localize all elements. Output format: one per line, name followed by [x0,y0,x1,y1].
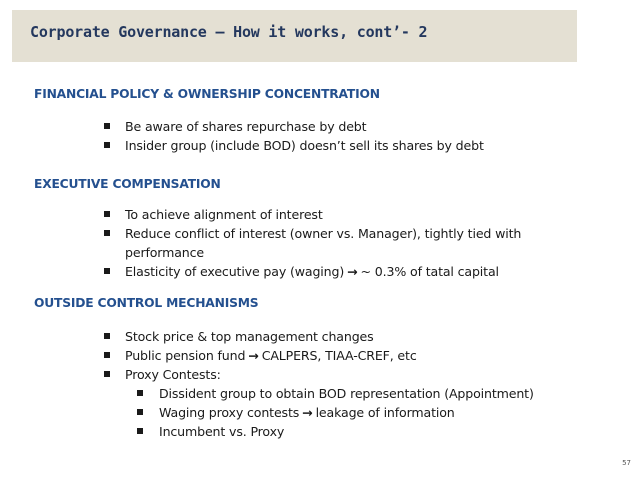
list-item: Insider group (include BOD) doesn’t sell its shares by debt [125,138,484,153]
list-item-text: Reduce conflict of interest (owner vs. Manager), tightly tied with [125,226,522,241]
list-item-continuation: performance [125,245,205,260]
title-bar [12,10,577,62]
list-item-text: ~ 0.3% of tatal capital [360,264,499,279]
list-item [125,346,417,365]
right-arrow-icon: → [302,405,313,420]
section-heading-executive-compensation: EXECUTIVE COMPENSATION [34,177,221,191]
proxy-contests-sublist [159,384,534,441]
list-item: Be aware of shares repurchase by debt [125,117,484,136]
section-heading-outside-control: OUTSIDE CONTROL MECHANISMS [34,296,259,310]
list-item-text: Public pension fund [125,348,246,363]
section-heading-financial-policy: FINANCIAL POLICY & OWNERSHIP CONCENTRATION [34,87,380,101]
list-item-text: CALPERS, TIAA-CREF, etc [261,348,417,363]
list-item-text: Waging proxy contests [159,405,300,420]
list-item [125,262,521,281]
financial-policy-list [125,117,484,155]
right-arrow-icon: → [347,264,358,279]
list-item: To achieve alignment of interest [125,205,521,224]
right-arrow-icon: → [248,348,259,363]
outside-control-list [125,327,417,384]
page-number: 57 [622,459,631,467]
sub-list-item: Incumbent vs. Proxy [159,422,534,441]
list-item: Proxy Contests: [125,365,417,384]
slide-title: Corporate Governance – How it works, cont’- 2 [30,23,428,41]
list-item-text: leakage of information [315,405,455,420]
executive-compensation-list [125,205,521,281]
sub-list-item [159,403,534,422]
list-item: Stock price & top management changes [125,327,417,346]
list-item [125,224,521,262]
sub-list-item: Dissident group to obtain BOD representation (Appointment) [159,386,534,401]
list-item-text: Elasticity of executive pay (waging) [125,264,345,279]
